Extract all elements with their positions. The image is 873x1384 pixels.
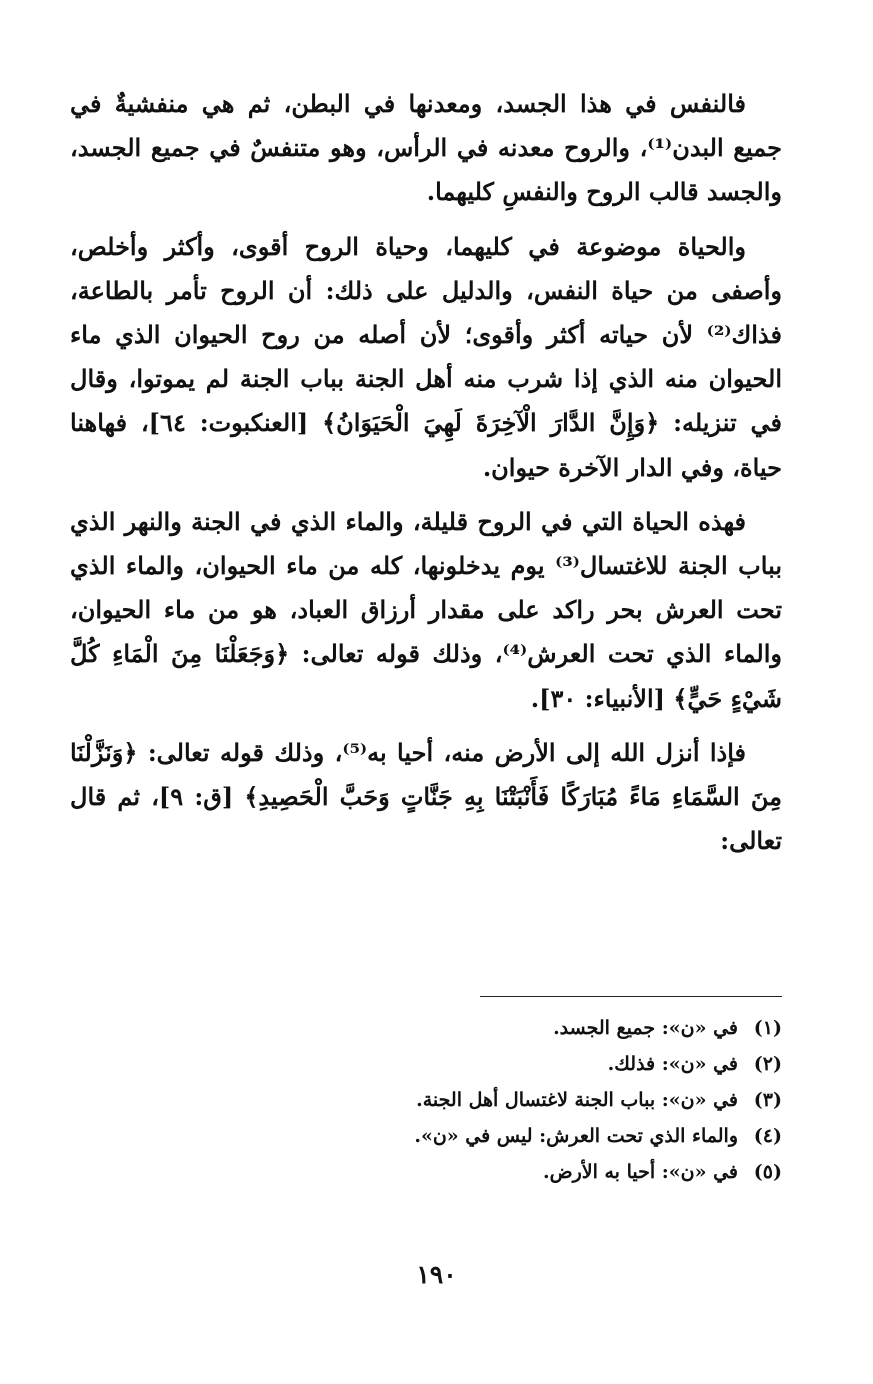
footnote [300, 1046, 782, 1082]
paragraph: فهذه الحياة التي في الروح قليلة، والماء الذي في الجنة والنهر الذي بباب الجنة للاغتسال⁽³⁾ يوم يدخلونها، كله من ماء الحيوان، والماء الذي تحت العرش بحر راكد على مقدار أرزاق العباد، هو من ماء الحيوان، والماء الذي تحت العرش⁽⁴⁾، وذلك قوله تعالى: ﴿وَجَعَلْنَا مِنَ الْمَاءِ كُلَّ شَيْءٍ حَيٍّ﴾ [الأنبياء: ٣٠]. [70, 506, 783, 713]
paragraph: والحياة موضوعة في كليهما، وحياة الروح أقوى، وأكثر وأخلص، وأصفى من حياة النفس، والدليل على ذلك: أن الروح تأمر بالطاعة، فذاك⁽²⁾ لأن حياته أكثر وأقوى؛ لأن أصله من روح الحيوان الذي ماء الحيوان منه الذي إذا شرب منه أهل الجنة بباب الجنة لم يموتوا، وقال في تنزيله: ﴿وَإِنَّ الدَّارَ الْآخِرَةَ لَهِيَ الْحَيَوَانُ﴾ [العنكبوت: ٦٤]، فهاهنا حياة، وفي الدار الآخرة حيوان. [70, 231, 782, 482]
footnote-text: في «ن»: فذلك. [607, 1053, 738, 1075]
footnote-number: (٣) [753, 1089, 782, 1111]
footnote-text: في «ن»: بباب الجنة لاغتسال أهل الجنة. [416, 1089, 738, 1111]
main-text [70, 82, 782, 873]
footnote-number: (٤) [753, 1125, 782, 1147]
page-number: ١٩٠ [416, 1260, 457, 1289]
footnote-text: في «ن»: أحيا به الأرض. [543, 1161, 738, 1183]
footnote-number: (١) [753, 1017, 782, 1039]
footnote-text: في «ن»: جميع الجسد. [553, 1017, 738, 1039]
footnote-text: والماء الذي تحت العرش: ليس في «ن». [414, 1125, 738, 1147]
footnote [300, 1118, 782, 1154]
footnote [300, 1010, 782, 1046]
paragraph: فإذا أنزل الله إلى الأرض منه، أحيا به⁽⁵⁾، وذلك قوله تعالى: ﴿وَنَزَّلْنَا مِنَ السَّمَاءِ مَاءً مُبَارَكًا فَأَنْبَتْنَا بِهِ جَنَّاتٍ وَحَبَّ الْحَصِيدِ﴾ [ق: ٩]، ثم قال تعالى: [70, 737, 782, 856]
footnote-number: (٥) [753, 1161, 782, 1183]
footnote-divider [480, 996, 782, 997]
footnote [300, 1154, 782, 1190]
paragraph: فالنفس في هذا الجسد، ومعدنها في البطن، ثم هي منفشيةٌ في جميع البدن⁽¹⁾، والروح معدنه في الرأس، وهو متنفسٌ في جميع الجسد، والجسد قالب الروح والنفسِ كليهما. [70, 89, 782, 207]
footnote-number: (٢) [753, 1053, 782, 1075]
footnote [300, 1082, 782, 1118]
footnotes [300, 1010, 782, 1190]
